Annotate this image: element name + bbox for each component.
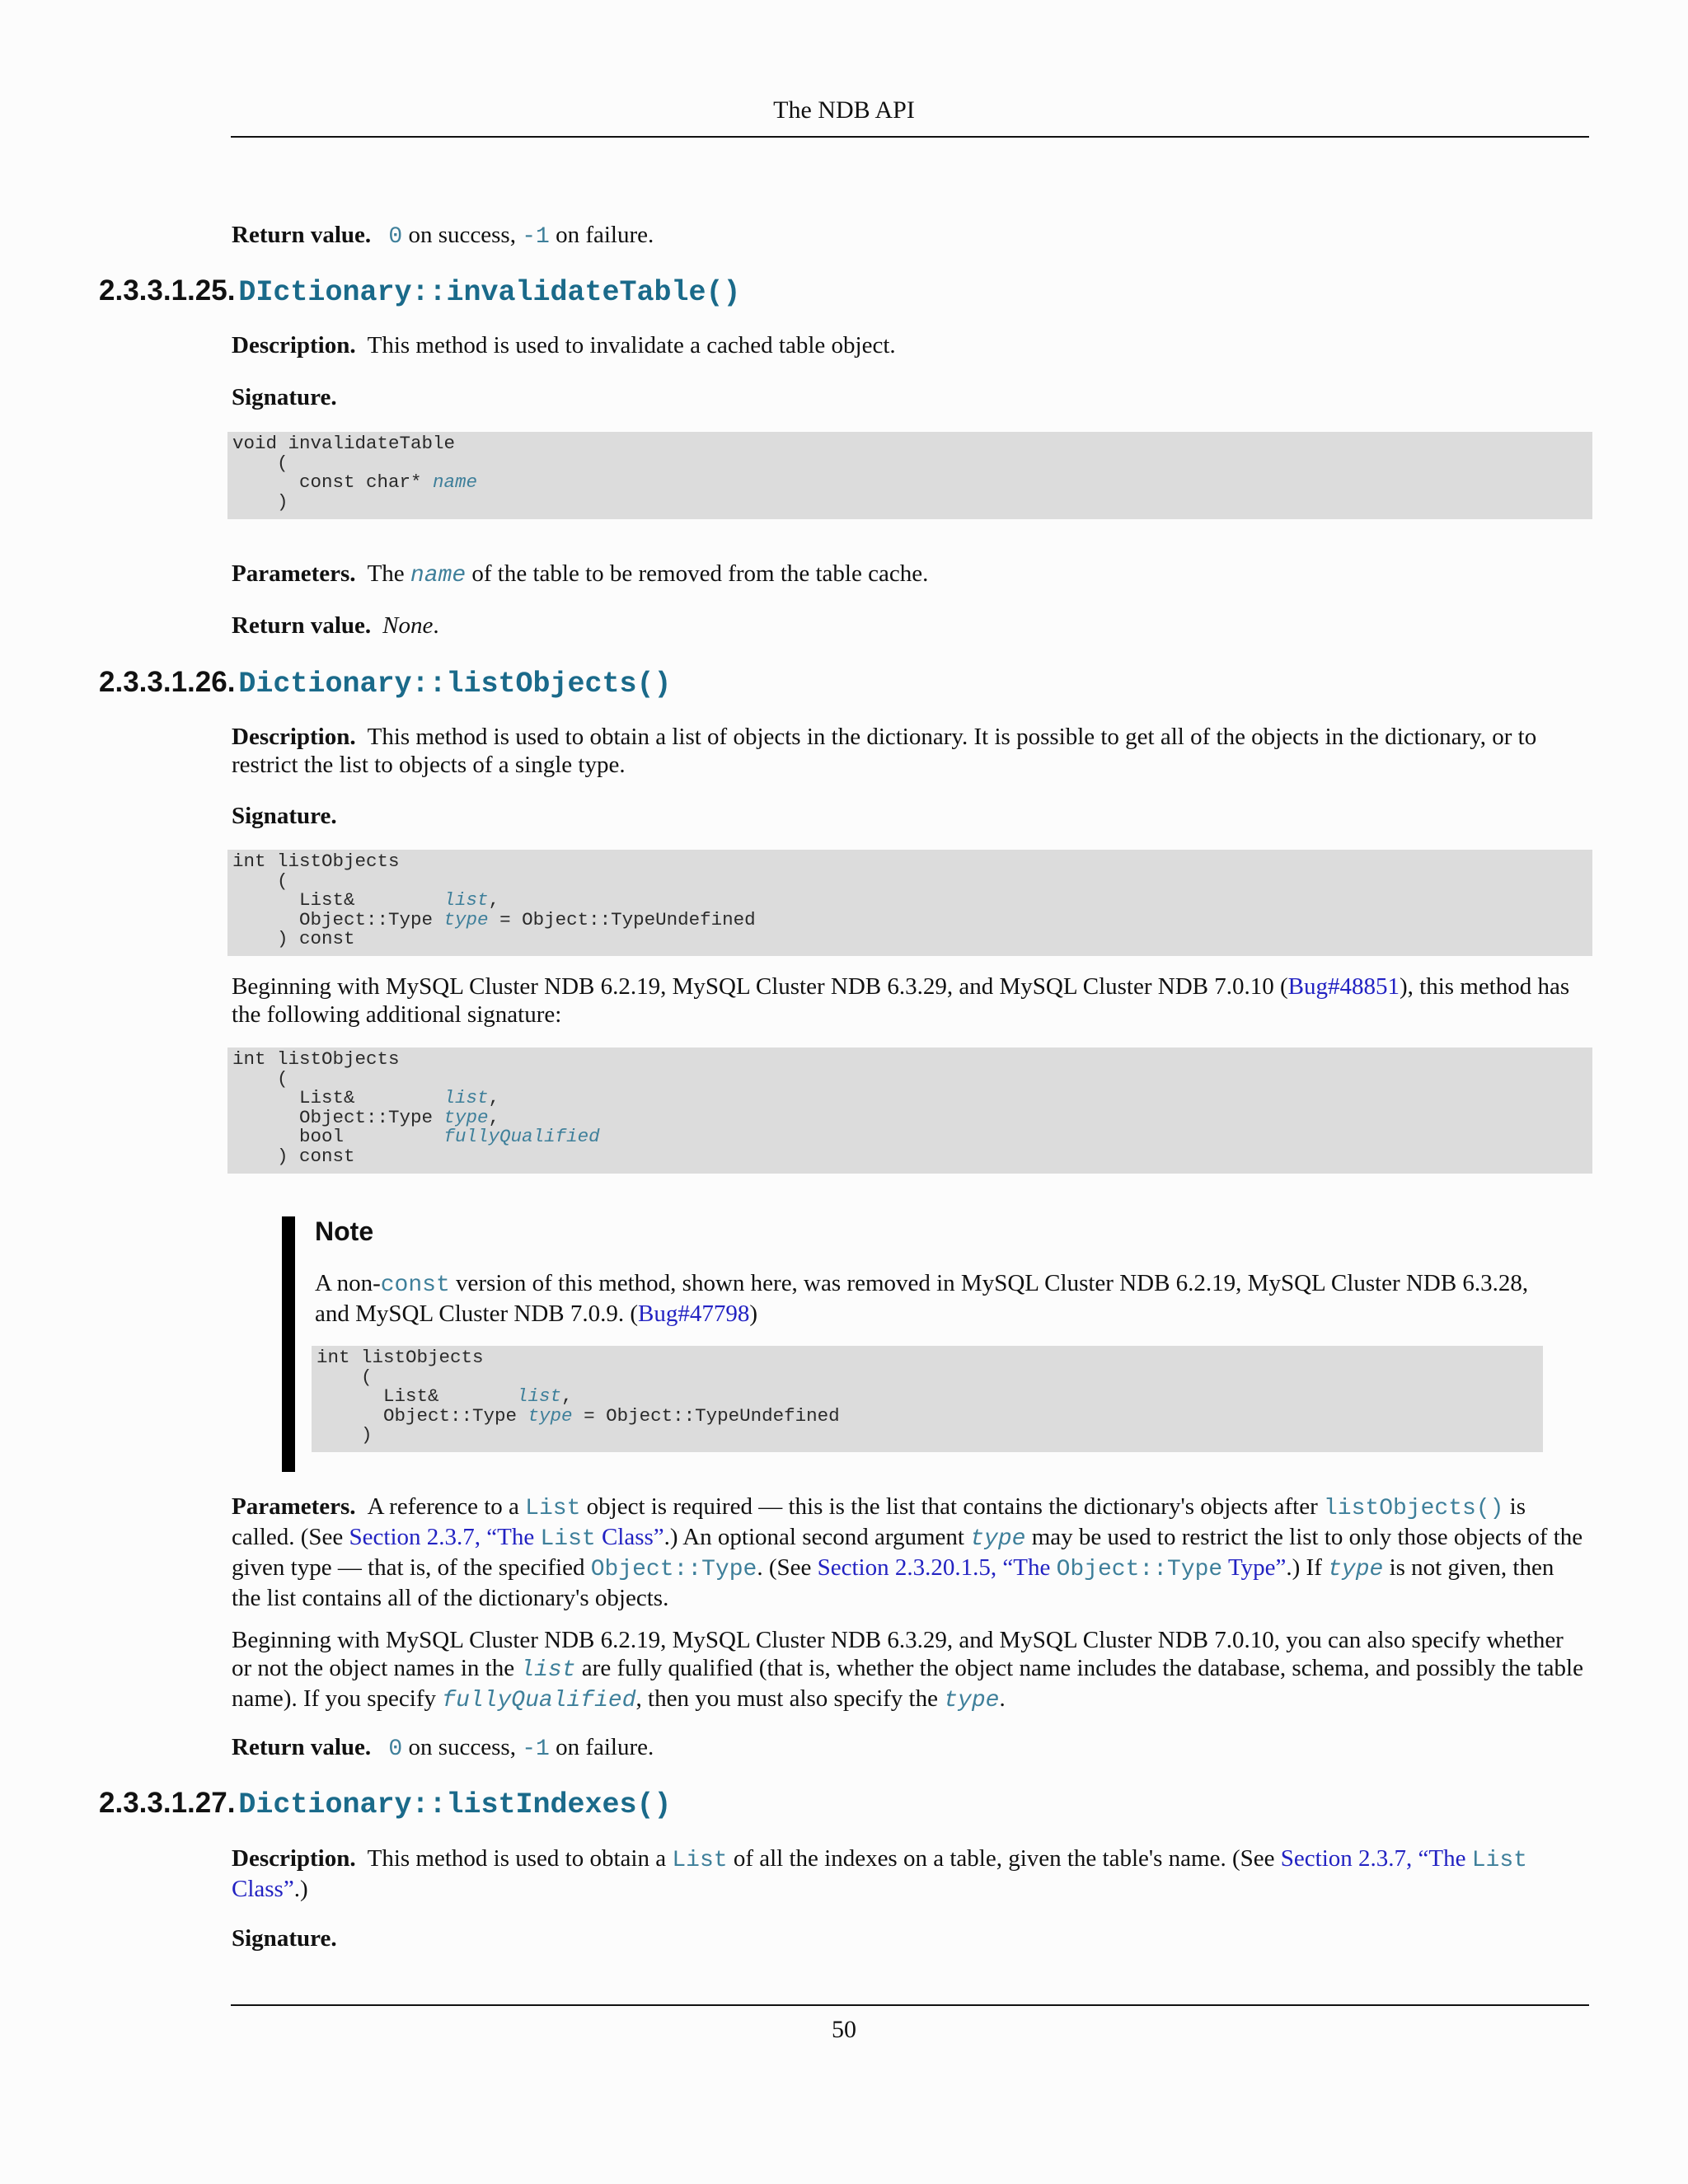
section-2-3-20-1-5-link[interactable] [818, 1554, 1287, 1581]
const-code: const [380, 1272, 450, 1298]
object-type-code: Object::Type [590, 1557, 757, 1582]
code-line: ( [232, 452, 288, 474]
parameters-26 [232, 1493, 1587, 1612]
link-code: List [1471, 1848, 1527, 1873]
code-punct: , [488, 1087, 500, 1109]
code-line: const char* [232, 471, 434, 494]
section-function-name: DIctionary::invalidateTable() [238, 276, 741, 309]
signature-lead-27 [232, 1924, 1587, 1952]
description-lead: Description. [232, 332, 356, 359]
note-text [315, 1269, 1543, 1328]
fully-qualified-arg: fullyQualified [442, 1688, 636, 1713]
code-arg: type [528, 1404, 573, 1427]
paragraph-text: This method is used to obtain a [367, 1845, 667, 1872]
return-none-text: None [382, 612, 434, 639]
description-lead: Description. [232, 724, 356, 750]
code-line: Object::Type [232, 1106, 444, 1128]
paragraph-text: A reference to a [367, 1493, 519, 1520]
paragraph-text: Beginning with MySQL Cluster NDB 6.2.19, MySQL Cluster NDB 6.3.29, and MySQL Cluster NDB 7.0.10 ( [232, 973, 1288, 1000]
code-line: ( [316, 1366, 373, 1388]
code-line: ) const [232, 928, 355, 950]
parameters-text: The [367, 560, 405, 587]
code-line: ( [232, 869, 288, 892]
prev-return-value [232, 221, 1587, 251]
link-text: Section 2.3.20.1.5, “The [817, 1554, 1051, 1581]
list-arg: list [520, 1657, 576, 1683]
code-block-list-objects [227, 850, 1592, 956]
zero-code: 0 [388, 224, 403, 250]
link-text: Section 2.3.7, “The [349, 1524, 535, 1550]
section-heading-26 [99, 664, 672, 702]
parameters-lead: Parameters. [232, 560, 356, 587]
param-name-code: name [410, 563, 467, 588]
paragraph-text: .) An optional second argument [663, 1524, 964, 1550]
section-function-name: Dictionary::listIndexes() [238, 1788, 672, 1821]
period: . [433, 612, 439, 639]
code-line: bool [232, 1126, 444, 1148]
list-code: List [672, 1848, 728, 1873]
code-line: ( [232, 1067, 288, 1090]
note-title: Note [315, 1216, 374, 1246]
note-text-part: ) [749, 1301, 758, 1327]
link-text: Type” [1227, 1554, 1287, 1581]
code-default: = Object::TypeUndefined [572, 1404, 840, 1427]
footer-rule [231, 2004, 1589, 2006]
note-text-part: version of this method, shown here, was removed in MySQL Cluster NDB 6.2.19, MySQL Cluster NDB 6.3.28, and MySQL Cluster NDB 7.0.9. ( [315, 1270, 1529, 1327]
code-arg: list [443, 889, 489, 912]
code-punct: , [488, 1106, 500, 1128]
section-function-name: Dictionary::listObjects() [238, 668, 672, 701]
code-arg: type [443, 1106, 489, 1128]
section-number: 2.3.3.1.27. [99, 1787, 236, 1819]
description-text: This method is used to obtain a list of objects in the dictionary. It is possible to get all of the objects in the dictionary, or to restrict the list to objects of a single type. [232, 724, 1537, 778]
paragraph-text: .) [293, 1876, 308, 1902]
code-block-list-objects-qualified [227, 1047, 1592, 1174]
code-line: Object::Type [232, 908, 444, 930]
description-text: This method is used to invalidate a cached table object. [367, 332, 896, 359]
running-header: The NDB API [773, 96, 915, 124]
paragraph-text: may be used to restrict the list to only those objects of the given type — that is, of the specified [232, 1524, 1583, 1581]
beginning-paragraph-2 [232, 1626, 1587, 1715]
section-heading-27 [99, 1785, 672, 1823]
code-line: int listObjects [232, 851, 400, 872]
code-arg: list [443, 1087, 489, 1109]
type-arg: type [970, 1526, 1026, 1552]
paragraph-text: Beginning with MySQL Cluster NDB 6.2.19, MySQL Cluster NDB 6.3.29, and MySQL Cluster NDB 7.0.10, you can also specify whether or not the object names in the [232, 1627, 1564, 1681]
signature-lead: Signature. [232, 384, 337, 410]
code-line: int listObjects [232, 1048, 400, 1070]
code-arg: name [433, 471, 478, 494]
code-line: ) [316, 1424, 373, 1446]
section-number: 2.3.3.1.25. [99, 274, 236, 307]
on-failure-text: on failure. [556, 1734, 654, 1760]
note-text-part: A non- [315, 1270, 381, 1296]
return-value-lead: Return value. [232, 612, 372, 639]
code-line: ) [232, 490, 288, 513]
link-text: Class” [601, 1524, 664, 1550]
description-lead: Description. [232, 1845, 356, 1872]
period: . [999, 1685, 1006, 1712]
bug-48851-link[interactable]: Bug#48851 [1287, 973, 1400, 1000]
code-arg: fullyQualified [443, 1126, 600, 1148]
signature-lead: Signature. [232, 1925, 337, 1952]
paragraph-text: object is required — this is the list that contains the dictionary's objects after [586, 1493, 1318, 1520]
page-number: 50 [832, 2016, 856, 2043]
code-line: List& [232, 1087, 444, 1109]
header-rule [231, 136, 1589, 138]
type-arg: type [944, 1688, 1000, 1713]
description-26 [232, 723, 1587, 779]
type-arg: type [1328, 1557, 1384, 1582]
paragraph-text: .) If [1286, 1554, 1322, 1581]
paragraph-text: is called. (See [232, 1493, 1526, 1550]
paragraph-text: are fully qualified (that is, whether the object name includes the database, schema, and possibly the table name). If you specify [232, 1655, 1583, 1712]
signature-lead-25 [232, 383, 1587, 411]
section-number: 2.3.3.1.26. [99, 666, 236, 698]
section-2-3-7-link[interactable] [349, 1524, 664, 1550]
code-line: List& [316, 1385, 518, 1408]
code-line: List& [232, 889, 444, 912]
note-bar [282, 1216, 295, 1472]
code-block-invalidate-table [227, 432, 1592, 519]
beginning-paragraph [232, 972, 1587, 1029]
paragraph-text: of all the indexes on a table, given the table's name. (See [733, 1845, 1275, 1872]
code-default: = Object::TypeUndefined [488, 908, 756, 930]
list-objects-code: listObjects() [1323, 1496, 1504, 1521]
on-failure-text: on failure. [556, 222, 654, 248]
signature-lead-26 [232, 802, 1587, 830]
link-text: Section 2.3.7, “The [1280, 1845, 1466, 1872]
link-code: Object::Type [1056, 1557, 1223, 1582]
code-punct: , [561, 1385, 573, 1408]
link-text: Class” [232, 1876, 294, 1902]
paragraph-text: is not given, then the list contains all of the dictionary's objects. [232, 1554, 1554, 1611]
parameters-text: of the table to be removed from the table cache. [471, 560, 929, 587]
on-success-text: on success, [408, 1734, 516, 1760]
zero-code: 0 [388, 1736, 403, 1762]
code-arg: list [517, 1385, 562, 1408]
return-value-lead: Return value. [232, 222, 372, 248]
description-27 [232, 1844, 1587, 1903]
description-25 [232, 331, 1587, 359]
return-value-26 [232, 1733, 1587, 1764]
list-code: List [525, 1496, 581, 1521]
on-success-text: on success, [408, 222, 516, 248]
code-line: ) const [232, 1145, 355, 1167]
code-line: void invalidateTable [232, 433, 456, 454]
code-arg: type [443, 908, 489, 930]
parameters-25 [232, 560, 1587, 590]
code-line: Object::Type [316, 1404, 528, 1427]
minus-one-code: -1 [522, 224, 550, 250]
minus-one-code: -1 [522, 1736, 550, 1762]
return-value-25 [232, 612, 1587, 640]
paragraph-text: . (See [757, 1554, 812, 1581]
signature-lead: Signature. [232, 803, 337, 829]
paragraph-text: ), this method has the following additional signature: [232, 973, 1570, 1028]
paragraph-text: , then you must also specify the [635, 1685, 938, 1712]
section-heading-25 [99, 273, 741, 311]
parameters-lead: Parameters. [232, 1493, 356, 1520]
note-code-block [312, 1346, 1543, 1452]
code-punct: , [488, 889, 500, 912]
bug-47798-link[interactable]: Bug#47798 [638, 1301, 750, 1327]
link-code: List [540, 1526, 596, 1552]
return-value-lead: Return value. [232, 1734, 372, 1760]
code-line: int listObjects [316, 1347, 484, 1368]
